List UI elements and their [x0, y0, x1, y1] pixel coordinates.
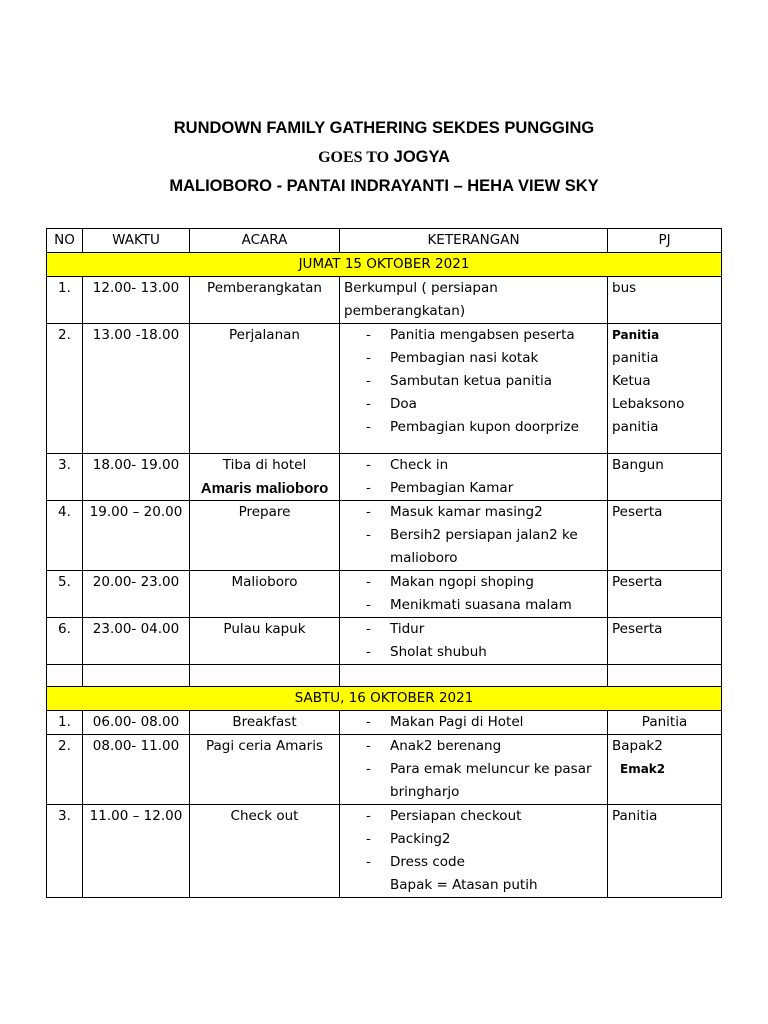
list-item: - Sholat shubuh	[344, 641, 603, 664]
acara-text: Tiba di hotel	[222, 457, 307, 473]
empty-row	[47, 665, 722, 687]
cell-pj: Panitia	[608, 805, 722, 898]
list-item: - Para emak meluncur ke pasar bringharjo	[344, 758, 603, 804]
cell-no: 2.	[47, 735, 83, 805]
title-line-1: RUNDOWN FAMILY GATHERING SEKDES PUNGGING	[173, 119, 595, 137]
cell-acara: Check out	[190, 805, 340, 898]
table-row	[47, 454, 722, 501]
cell-acara: Pemberangkatan	[190, 277, 340, 324]
list-item: - Pembagian kupon doorprize	[344, 416, 603, 439]
list-item: - Bersih2 persiapan jalan2 ke malioboro	[344, 524, 603, 570]
cell-keterangan	[340, 324, 608, 454]
cell-no: 4.	[47, 501, 83, 571]
day-header-row	[47, 253, 722, 277]
cell-keterangan	[340, 711, 608, 735]
table-row	[47, 277, 722, 324]
document-title-block	[0, 114, 768, 201]
day-header-row	[47, 687, 722, 711]
cell-keterangan: Berkumpul ( persiapan pemberangkatan)	[340, 277, 608, 324]
cell-acara: Perjalanan	[190, 324, 340, 454]
cell-waktu: 20.00- 23.00	[83, 571, 190, 618]
empty-cell	[83, 665, 190, 687]
day-header-sabtu: SABTU, 16 OKTOBER 2021	[47, 687, 722, 711]
cell-keterangan	[340, 735, 608, 805]
keterangan-list	[344, 735, 603, 804]
empty-cell	[47, 665, 83, 687]
table-row	[47, 618, 722, 665]
cell-no: 1.	[47, 711, 83, 735]
cell-waktu: 11.00 – 12.00	[83, 805, 190, 898]
title-line-2	[0, 143, 768, 172]
cell-pj: bus	[608, 277, 722, 324]
list-item: - Dress code	[344, 851, 603, 874]
keterangan-list	[344, 618, 603, 664]
list-item: Bapak = Atasan putih	[390, 877, 538, 893]
list-item: - Masuk kamar masing2	[344, 501, 603, 524]
pj-item: panitia	[612, 350, 659, 366]
pj-item: panitia	[612, 419, 659, 435]
keterangan-list	[344, 454, 603, 500]
cell-waktu: 19.00 – 20.00	[83, 501, 190, 571]
cell-no: 2.	[47, 324, 83, 454]
day-header-jumat: JUMAT 15 OKTOBER 2021	[47, 253, 722, 277]
list-item: - Menikmati suasana malam	[344, 594, 603, 617]
table-row	[47, 324, 722, 454]
list-item: - Pembagian Kamar	[344, 477, 603, 500]
cell-keterangan	[340, 805, 608, 898]
pj-item: Lebaksono	[612, 396, 685, 412]
table-row	[47, 805, 722, 898]
cell-pj: Panitia	[608, 711, 722, 735]
empty-cell	[608, 665, 722, 687]
table-row	[47, 501, 722, 571]
acara-hotel-name: Amaris malioboro	[200, 480, 329, 497]
column-header-pj: PJ	[608, 229, 722, 253]
cell-waktu: 23.00- 04.00	[83, 618, 190, 665]
list-item: - Tidur	[344, 618, 603, 641]
column-header-acara: ACARA	[190, 229, 340, 253]
title-line-2-main: JOGYA	[393, 148, 450, 166]
cell-acara: Pulau kapuk	[190, 618, 340, 665]
empty-cell	[340, 665, 608, 687]
keterangan-list	[344, 711, 603, 734]
cell-waktu: 12.00- 13.00	[83, 277, 190, 324]
list-item: - Persiapan checkout	[344, 805, 603, 828]
cell-pj: Peserta	[608, 618, 722, 665]
cell-acara	[190, 454, 340, 501]
cell-waktu: 18.00- 19.00	[83, 454, 190, 501]
cell-pj: Peserta	[608, 501, 722, 571]
keterangan-list	[344, 324, 603, 439]
keterangan-list	[344, 571, 603, 617]
list-item: - Makan Pagi di Hotel	[344, 711, 603, 734]
list-item: - Sambutan ketua panitia	[344, 370, 603, 393]
cell-keterangan	[340, 618, 608, 665]
column-header-waktu: WAKTU	[83, 229, 190, 253]
keterangan-list	[344, 501, 603, 570]
cell-no: 3.	[47, 454, 83, 501]
cell-no: 5.	[47, 571, 83, 618]
cell-pj	[608, 735, 722, 805]
cell-waktu: 13.00 -18.00	[83, 324, 190, 454]
pj-item: Panitia	[612, 328, 660, 342]
cell-pj	[608, 324, 722, 454]
pj-item: Emak2	[620, 762, 666, 776]
column-header-no: NO	[47, 229, 83, 253]
list-item: - Panitia mengabsen peserta	[344, 324, 603, 347]
keterangan-list	[344, 805, 603, 897]
list-item: - Anak2 berenang	[344, 735, 603, 758]
title-line-3: MALIOBORO - PANTAI INDRAYANTI – HEHA VIEW SKY	[169, 177, 599, 195]
list-item: - Check in	[344, 454, 603, 477]
cell-keterangan	[340, 501, 608, 571]
table-header-row	[47, 229, 722, 253]
column-header-keterangan: KETERANGAN	[340, 229, 608, 253]
rundown-table	[46, 228, 722, 898]
pj-item: Ketua	[612, 373, 651, 389]
cell-acara: Malioboro	[190, 571, 340, 618]
table-row	[47, 571, 722, 618]
cell-no: 3.	[47, 805, 83, 898]
cell-acara: Pagi ceria Amaris	[190, 735, 340, 805]
list-item: - Makan ngopi shoping	[344, 571, 603, 594]
cell-acara: Prepare	[190, 501, 340, 571]
list-item: - Packing2	[344, 828, 603, 851]
cell-no: 6.	[47, 618, 83, 665]
cell-pj: Peserta	[608, 571, 722, 618]
table-row	[47, 735, 722, 805]
list-item: - Doa	[344, 393, 603, 416]
cell-acara: Breakfast	[190, 711, 340, 735]
cell-waktu: 06.00- 08.00	[83, 711, 190, 735]
pj-item: Bapak2	[612, 738, 663, 754]
empty-cell	[190, 665, 340, 687]
list-item: - Pembagian nasi kotak	[344, 347, 603, 370]
cell-keterangan	[340, 454, 608, 501]
cell-pj: Bangun	[608, 454, 722, 501]
table-row	[47, 711, 722, 735]
cell-waktu: 08.00- 11.00	[83, 735, 190, 805]
title-line-2-prefix: GOES TO	[318, 149, 390, 166]
cell-keterangan	[340, 571, 608, 618]
cell-no: 1.	[47, 277, 83, 324]
